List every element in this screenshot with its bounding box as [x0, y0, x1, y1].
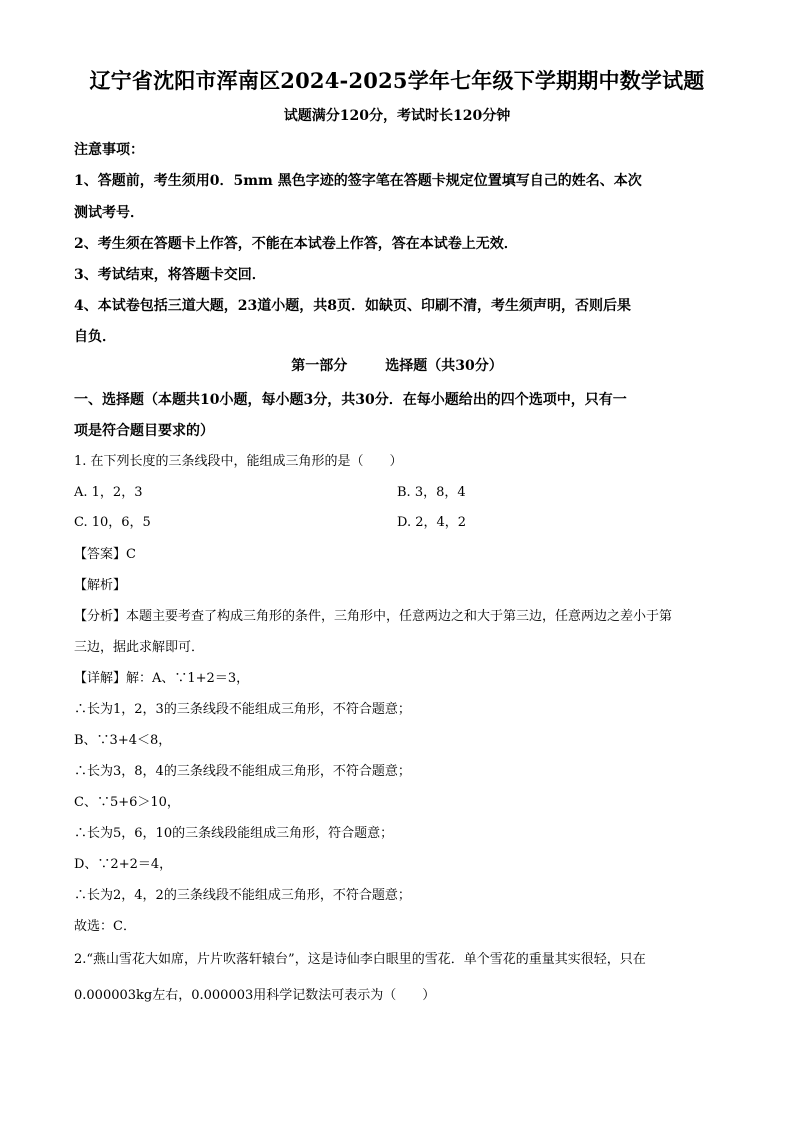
- notes-heading: 注意事项：: [74, 142, 144, 158]
- q1-detail-a-conclusion: ∴长为1，2，3的三条线段不能组成三角形，不符合题意；: [74, 702, 411, 717]
- section-instructions-cont: 项是符合题目要求的）: [74, 423, 214, 439]
- part-label: 第一部分: [291, 358, 348, 374]
- q1-option-a: A. 1，2，3: [74, 485, 143, 500]
- q1-explanation-label: 【解析】: [74, 578, 127, 593]
- q1-answer: 【答案】C: [74, 547, 136, 562]
- q1-option-b: B. 3，8，4: [397, 485, 466, 500]
- question-2-stem: 2.“燕山雪花大如席，片片吹落轩辕台”，这是诗仙李白眼里的雪花．单个雪花的重量其实很轻，只在: [74, 952, 646, 967]
- q1-detail-c-conclusion: ∴长为5，6，10的三条线段能组成三角形，符合题意；: [74, 826, 394, 841]
- note-item-2: 2、考生须在答题卡上作答，不能在本试卷上作答，答在本试卷上无效．: [74, 236, 518, 252]
- q1-detail-d-conclusion: ∴长为2，4，2的三条线段不能组成三角形，不符合题意；: [74, 888, 411, 903]
- q1-analysis-cont: 三边，据此求解即可．: [74, 640, 205, 655]
- page-title: 辽宁省沈阳市浑南区2024-2025学年七年级下学期期中数学试题: [89, 68, 705, 93]
- q1-option-c: C. 10，6，5: [74, 515, 151, 530]
- question-1-stem: 1. 在下列长度的三条线段中，能组成三角形的是（ ）: [74, 454, 403, 469]
- note-item-1: 1、答题前，考生须用0．5mm 黑色字迹的签字笔在答题卡规定位置填写自己的姓名、本次: [74, 173, 642, 189]
- q1-detail-a: 【详解】解：A、∵1+2＝3，: [74, 671, 250, 686]
- q1-detail-c: C、∵5+6＞10，: [74, 795, 180, 810]
- note-item-4: 4、本试卷包括三道大题，23道小题，共8页．如缺页、印刷不清，考生须声明，否则后果: [74, 298, 631, 314]
- section-instructions: 一、选择题（本题共10小题，每小题3分，共30分．在每小题给出的四个选项中，只有一: [74, 392, 627, 408]
- q1-detail-b-conclusion: ∴长为3，8，4的三条线段不能组成三角形，不符合题意；: [74, 764, 411, 779]
- note-item-1-cont: 测试考号．: [74, 205, 144, 221]
- note-item-4-cont: 自负．: [74, 329, 116, 345]
- note-item-3: 3、考试结束，将答题卡交回．: [74, 267, 266, 283]
- part-name: 选择题（共30分）: [385, 358, 503, 374]
- q1-choice: 故选：C．: [74, 919, 136, 934]
- q1-detail-d: D、∵2+2＝4，: [74, 857, 173, 872]
- question-2-stem-cont: 0.000003kg左右，0.000003用科学记数法可表示为（ ）: [74, 988, 436, 1003]
- part-heading: [0, 356, 794, 376]
- q1-detail-b: B、∵3+4＜8，: [74, 733, 172, 748]
- q1-option-d: D. 2，4，2: [397, 515, 467, 530]
- exam-subtitle: 试题满分120分，考试时长120分钟: [283, 108, 511, 124]
- q1-analysis: 【分析】本题主要考查了构成三角形的条件，三角形中，任意两边之和大于第三边，任意两边之差小于第: [74, 609, 673, 624]
